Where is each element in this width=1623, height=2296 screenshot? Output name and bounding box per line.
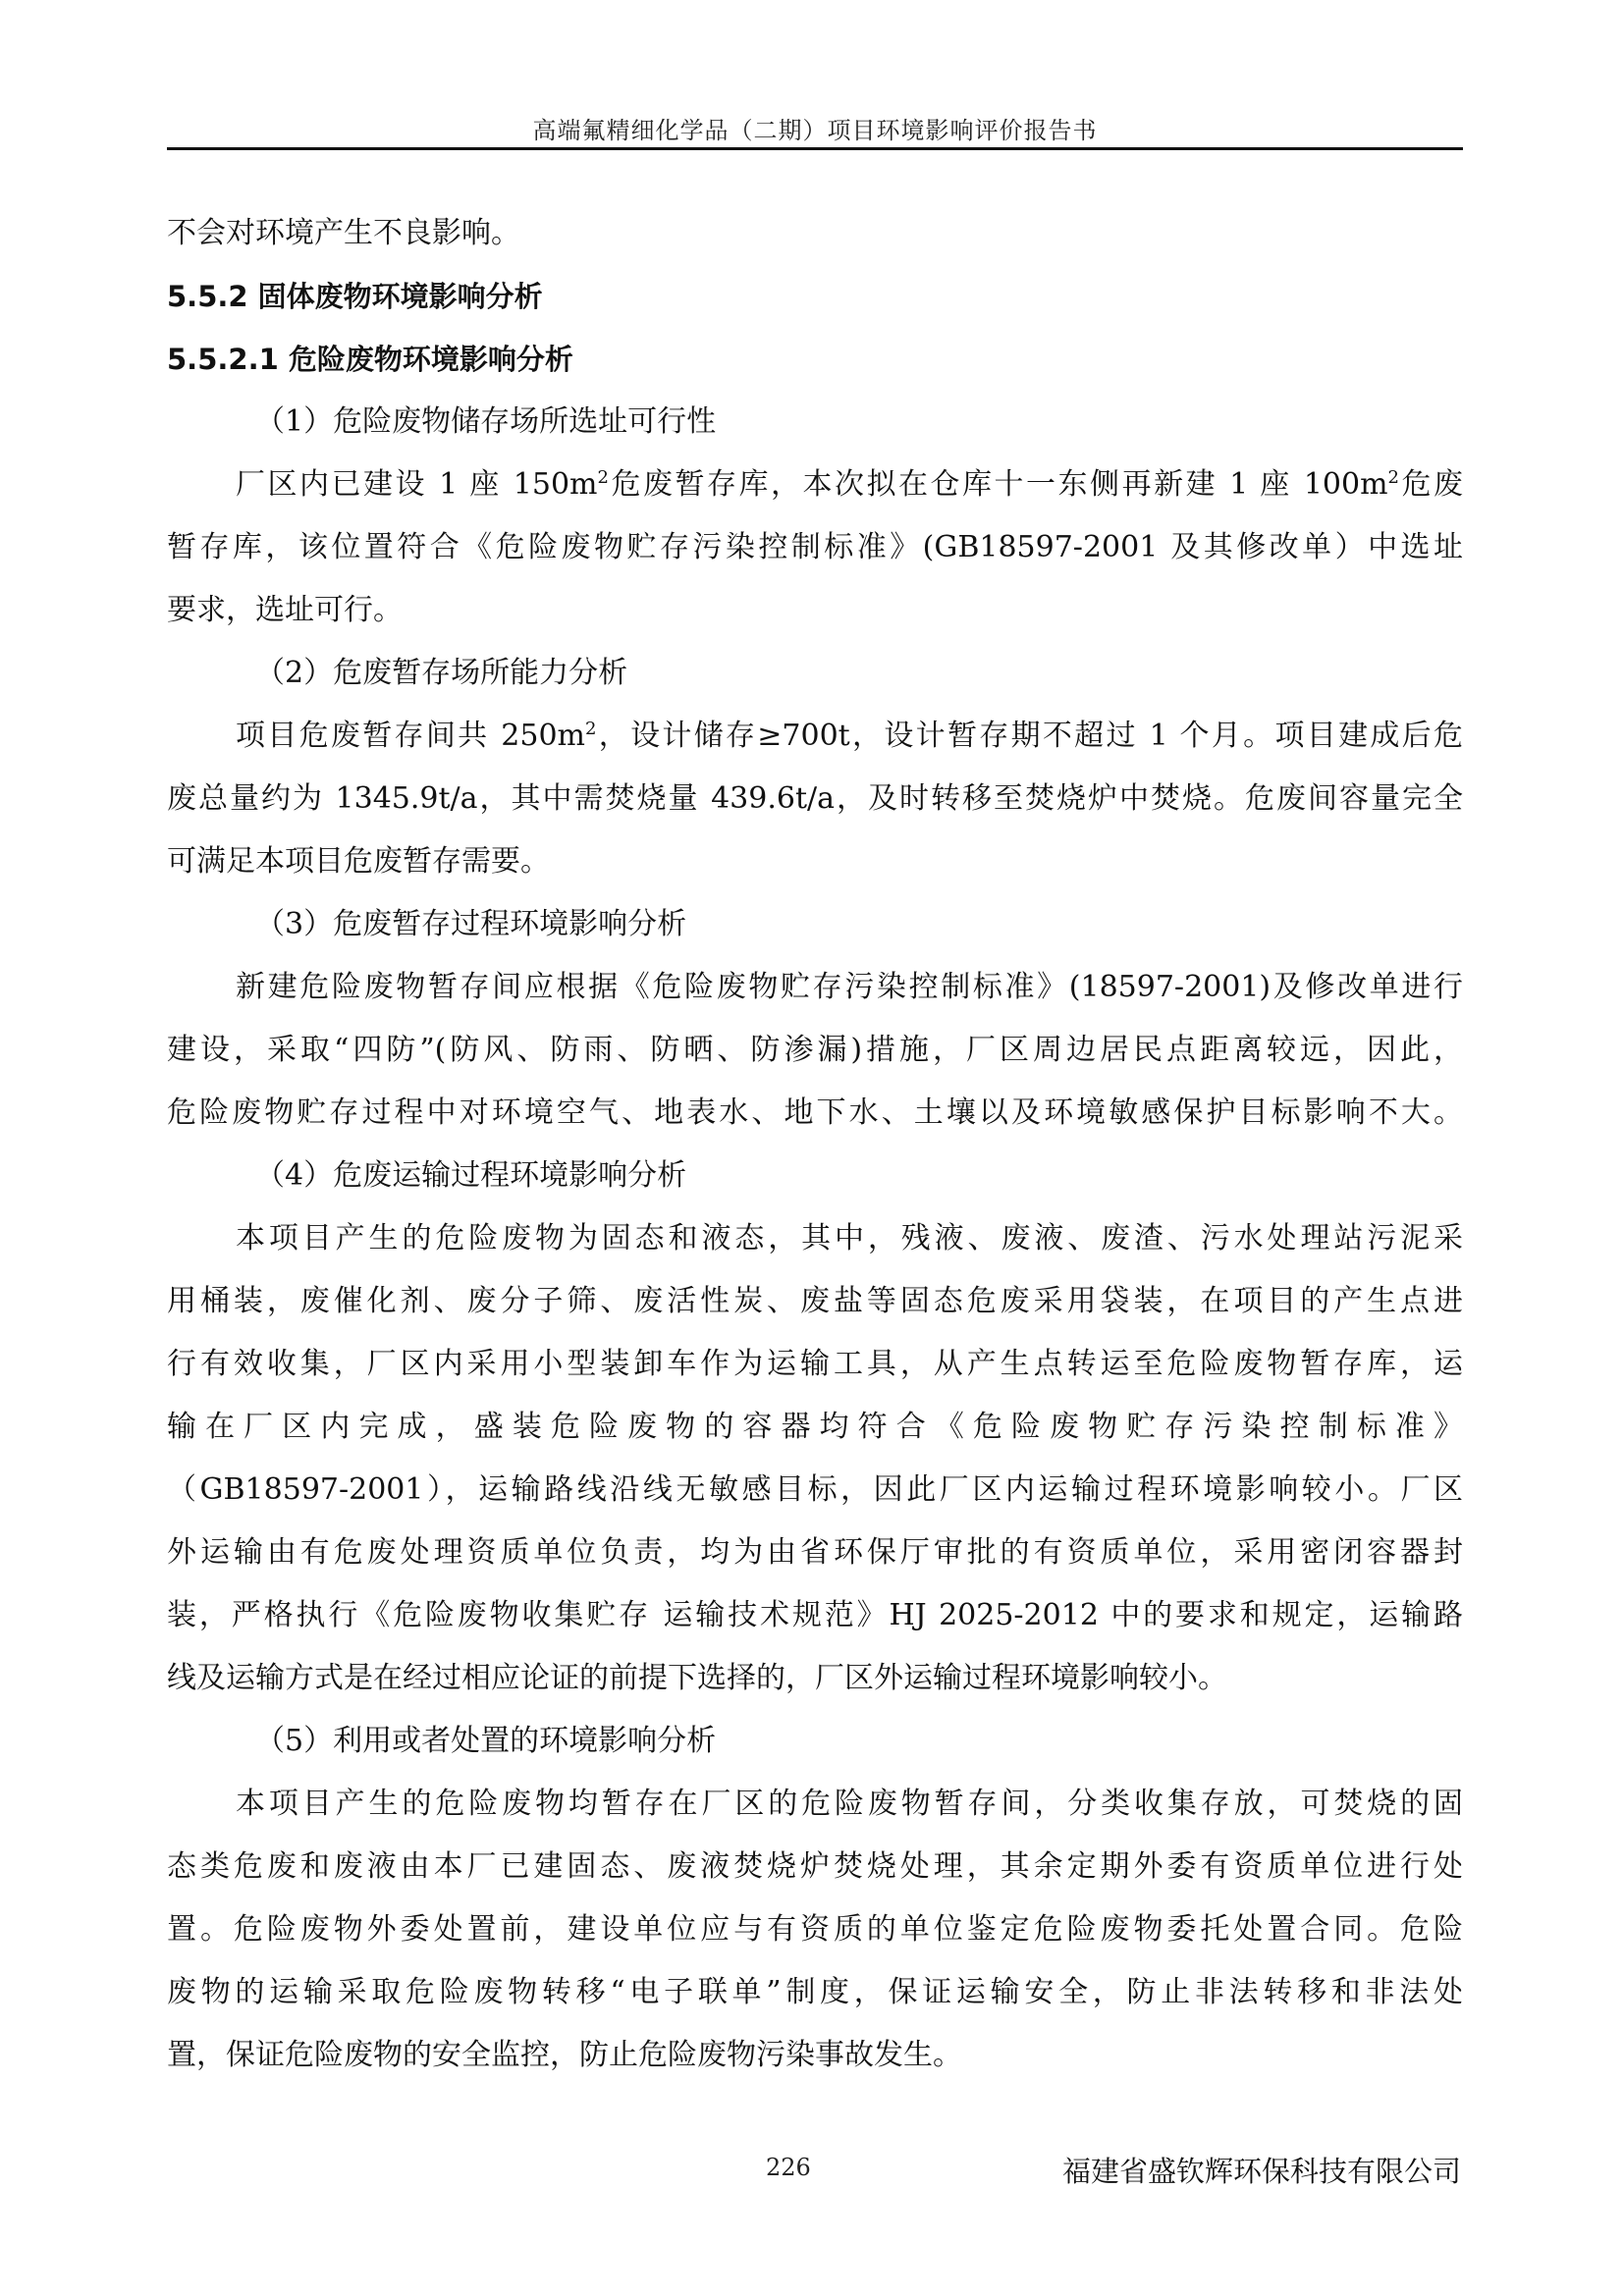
text-run: 厂区内已建设 1 座 150m [236, 467, 598, 502]
superscript: 2 [597, 467, 609, 488]
paragraph-line [167, 705, 1463, 768]
paragraph-line: 废物的运输采取危险废物转移“电子联单”制度，保证运输安全，防止非法转移和非法处 [167, 1975, 1463, 2009]
superscript: 2 [1387, 467, 1399, 488]
paragraph-line: 不会对环境产生不良影响。 [167, 216, 520, 250]
subsection-title: （4）危废运输过程环境影响分析 [255, 1158, 687, 1193]
subsection-title: （1）危险废物储存场所选址可行性 [255, 404, 717, 439]
paragraph-line: 用桶装，废催化剂、废分子筛、废活性炭、废盐等固态危废采用袋装，在项目的产生点进 [167, 1284, 1463, 1318]
paragraph-line: 置。危险废物外委处置前，建设单位应与有资质的单位鉴定危险废物委托处置合同。危险 [167, 1912, 1463, 1947]
text-run: 危废暂存库，本次拟在仓库十一东侧再新建 1 座 100m [608, 467, 1388, 502]
superscript: 2 [585, 719, 597, 739]
paragraph-line: 危险废物贮存过程中对环境空气、地表水、地下水、土壤以及环境敏感保护目标影响不大。 [167, 1095, 1463, 1130]
paragraph-line: 本项目产生的危险废物均暂存在厂区的危险废物暂存间，分类收集存放，可焚烧的固 [236, 1787, 1463, 1821]
paragraph-line [167, 454, 1463, 516]
page-number: 226 [766, 2154, 811, 2181]
subsection-title: （3）危废暂存过程环境影响分析 [255, 907, 687, 941]
paragraph-line: （GB18597-2001），运输路线沿线无敏感目标，因此厂区内运输过程环境影响较小。厂区 [167, 1472, 1463, 1507]
paragraph-line: 本项目产生的危险废物为固态和液态，其中，残液、废液、废渣、污水处理站污泥采 [236, 1221, 1463, 1255]
paragraph-line: 态类危废和废液由本厂已建固态、废液焚烧炉焚烧处理，其余定期外委有资质单位进行处 [167, 1849, 1463, 1884]
section-heading: 5.5.2 固体废物环境影响分析 [167, 280, 543, 313]
paragraph-line: 置，保证危险废物的安全监控，防止危险废物污染事故发生。 [167, 2038, 962, 2072]
paragraph-line: 新建危险废物暂存间应根据《危险废物贮存污染控制标准》(18597-2001)及修改单进行 [236, 970, 1463, 1004]
paragraph-line: 建设，采取“四防”(防风、防雨、防晒、防渗漏)措施，厂区周边居民点距离较远，因此， [167, 1033, 1463, 1067]
paragraph-line: 行有效收集，厂区内采用小型装卸车作为运输工具，从产生点转运至危险废物暂存库，运 [167, 1347, 1463, 1381]
paragraph-line: 外运输由有危废处理资质单位负责，均为由省环保厅审批的有资质单位，采用密闭容器封 [167, 1535, 1463, 1570]
text-run: 危废 [1398, 467, 1463, 502]
text-run: 项目危废暂存间共 250m [236, 719, 585, 753]
paragraph-line: 要求，选址可行。 [167, 593, 403, 627]
header-divider [167, 147, 1463, 150]
subsection-title: （5）利用或者处置的环境影响分析 [255, 1724, 717, 1758]
document-header-title: 高端氟精细化学品（二期）项目环境影响评价报告书 [532, 117, 1098, 144]
paragraph-line: 装，严格执行《危险废物收集贮存 运输技术规范》HJ 2025-2012 中的要求和规定，运输路 [167, 1598, 1463, 1632]
subsection-heading: 5.5.2.1 危险废物环境影响分析 [167, 343, 573, 376]
text-run: ，设计储存≥700t，设计暂存期不超过 1 个月。项目建成后危 [596, 719, 1463, 753]
paragraph-line: 线及运输方式是在经过相应论证的前提下选择的，厂区外运输过程环境影响较小。 [167, 1661, 1227, 1695]
paragraph-line: 废总量约为 1345.9t/a，其中需焚烧量 439.6t/a，及时转移至焚烧炉中焚烧。危废间容量完全 [167, 781, 1463, 816]
footer-company-name: 福建省盛钦辉环保科技有限公司 [1061, 2155, 1461, 2188]
paragraph-line: 输在厂区内完成，盛装危险废物的容器均符合《危险废物贮存污染控制标准》 [167, 1410, 1463, 1444]
document-body [167, 202, 1463, 2087]
paragraph-line: 可满足本项目危废暂存需要。 [167, 844, 550, 879]
subsection-title: （2）危废暂存场所能力分析 [255, 656, 628, 690]
paragraph-line: 暂存库，该位置符合《危险废物贮存污染控制标准》(GB18597-2001 及其修改单）中选址 [167, 530, 1463, 564]
